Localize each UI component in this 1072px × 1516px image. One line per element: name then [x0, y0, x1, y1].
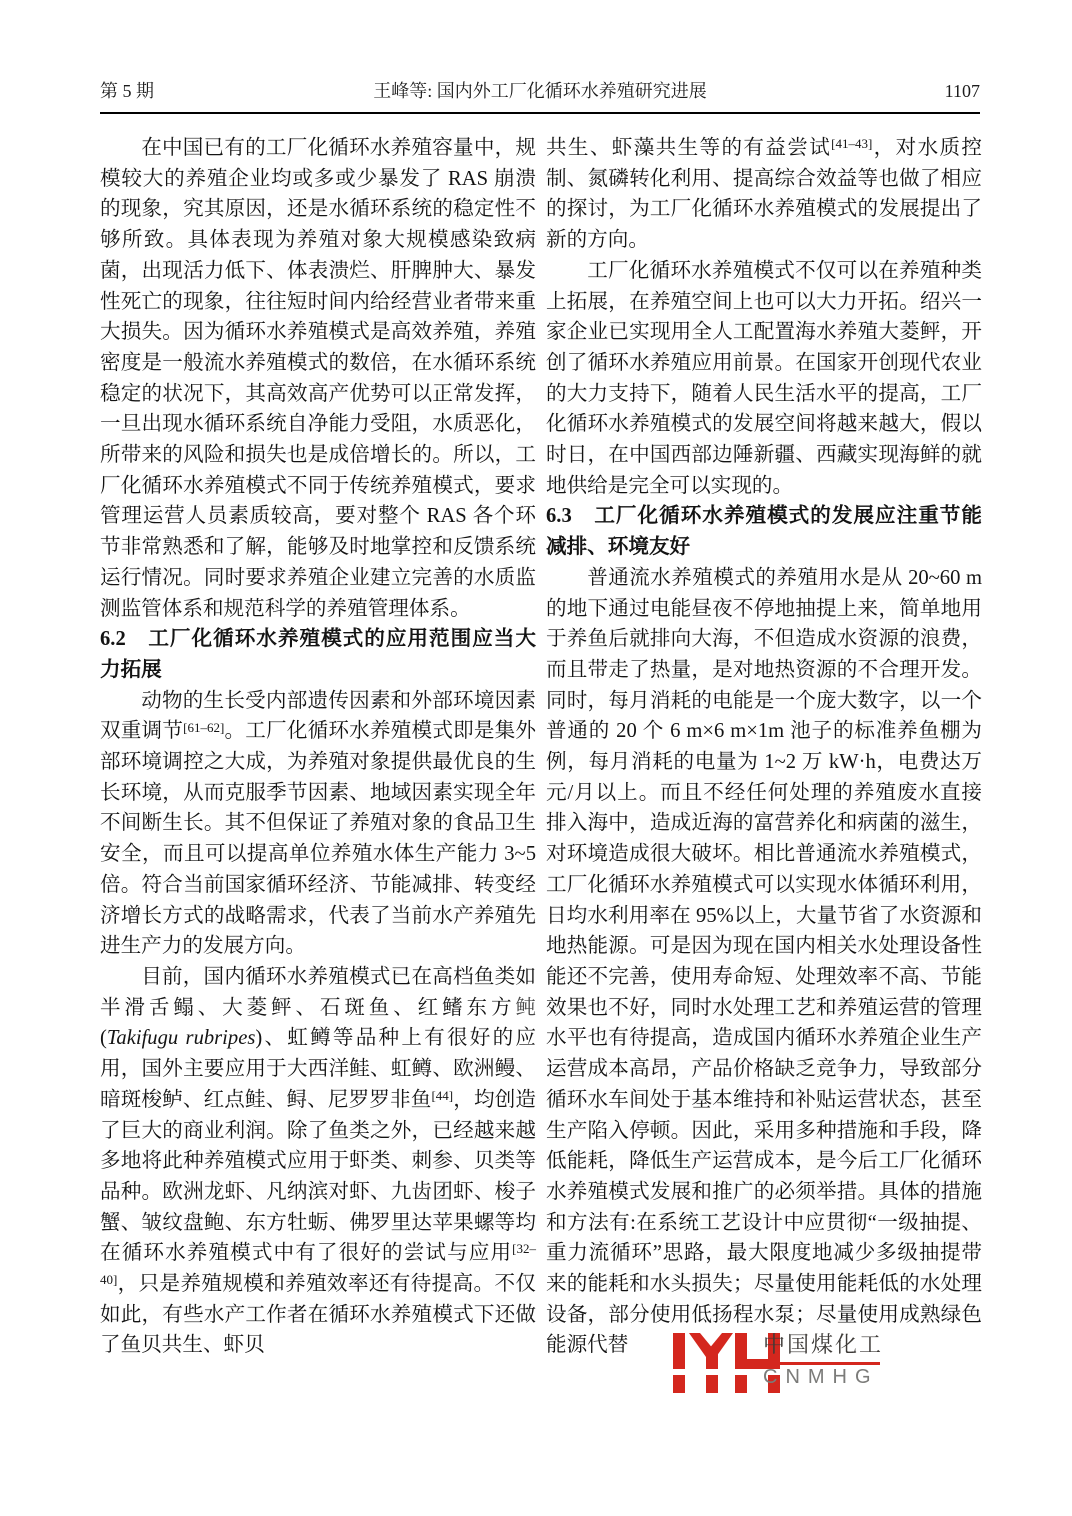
text-segment-italic: Takifugu rubripes — [106, 1027, 256, 1050]
text-segment-rare: 鲀 — [515, 996, 536, 1019]
body-paragraph — [100, 133, 536, 624]
text-segment: ，均创造了巨大的商业利润。除了鱼类之外，已经越来越多地将此种养殖模式应用于虾类、刺参、贝类等品种。欧洲龙虾、凡纳滨对虾、九齿团虾、梭子蟹、皱纹盘鲍、东方牡蛎、佛罗里达苹果螺等均在循环水养殖模式中有了很好的尝试与应用 — [100, 1088, 537, 1265]
text-segment-sup: [41–43] — [831, 136, 873, 152]
text-segment: ( — [100, 1027, 107, 1050]
header-rule — [100, 112, 980, 114]
text-segment-sup: [32–40] — [100, 1241, 536, 1288]
logo-en-text: CNMHG — [763, 1366, 879, 1388]
left-column — [100, 133, 536, 1361]
text-segment: 工厂化循环水养殖模式不仅可以在养殖种类上拓展，在养殖空间上也可以大力开拓。绍兴一家企业已实现用全人工配置海水养殖大菱鲆，开创了循环水养殖应用前景。在国家开创现代农业的大力支持下，随着人民生活水平的提高，工厂化循环水养殖模式的发展空间将越来越大，假以时日，在中国西部边陲新疆、西藏实现海鲜的就地供给是完全可以实现的。 — [546, 259, 982, 497]
text-segment: 普通流水养殖模式的养殖用水是从 20~60 m 的地下通过电能昼夜不停地抽提上来，简单地用于养鱼后就排向大海，不但造成水资源的浪费，而且带走了热量，是对地热资源的不合理开发。同时，每月消耗的电能是一个庞大数字，以一个普通的 20 个 6 m×6 m×1m 池子的标准养鱼棚为例，每月消耗的电量为 1~2 万 kW·h，电费达万元/月以上。而且不经任何处理的养殖废水直接排入海中，造成近海的富营养化和病菌的滋生，对环境造成很大破坏。相比普通流水养殖模式，工厂化循环水养殖模式可以实现水体循环利用，日均水利用率在 95%以上，大量节省了水资源和地热能源。可是因为现在国内相关水处理设备性能还不完善，使用寿命短、处理效率不高、节能效果也不好，同时水处理工艺和养殖运营的管理水平也有待提高，造成国内循环水养殖企业生产运营成本高昂，产品价格缺乏竞争力，导致部分循环水车间处于基本维持和补贴运营状态，甚至生产陷入停顿。因此，采用多种措施和手段，降低能耗，降低生产运营成本，是今后工厂化循环水养殖模式发展和推广的必须举措。具体的措施和方法有:在系统工艺设计中应贯彻“一级抽提、重力流循环”思路，最大限度地减少多级抽提带来的能耗和水头损失；尽量使用能耗低的水处理设备，部分使用低扬程水泵；尽量使用成熟绿色能源代替 — [546, 566, 982, 1357]
text-segment: 在中国已有的工厂化循环水养殖容量中，规模较大的养殖企业均或多或少暴发了 RAS 崩溃的现象，究其原因，还是水循环系统的稳定性不够所致。具体表现为养殖对象大规模感染致病菌，出现活力低下、体表溃烂、肝脾肿大、暴发性死亡的现象，往往短时间内给经营业者带来重大损失。因为循环水养殖模式是高效养殖，养殖密度是一般流水养殖模式的数倍，在水循环系统稳定的状况下，其高效高产优势可以正常发挥，一旦出现水循环系统自净能力受阻，水质恶化，所带来的风险和损失也是成倍增长的。所以，工厂化循环水养殖模式不同于传统养殖模式，要求管理运营人员素质较高，要对整个 RAS 各个环节非常熟悉和了解，能够及时地掌控和反馈系统运行情况。同时要求养殖企业建立完善的水质监测监管体系和规范科学的养殖管理体系。 — [100, 137, 536, 620]
text-segment: ，对水质控制、氮磷转化利用、提高综合效益等也做了相应的探讨，为工厂化循环水养殖模式的发展提出了新的方向。 — [546, 137, 983, 252]
body-paragraph — [100, 962, 536, 1361]
right-column — [546, 133, 982, 1361]
body-paragraph — [546, 256, 982, 502]
cnmhg-watermark — [663, 1331, 923, 1401]
issue-label: 第 5 期 — [100, 81, 154, 101]
section-heading — [546, 501, 982, 562]
text-segment: 。工厂化循环水养殖模式即是集外部环境调控之大成，为养殖对象提供最优良的生长环境，从而克服季节因素、地域因素实现全年不间断生长。其不但保证了养殖对象的食品卫生安全，而且可以提高单位养殖水体生产能力 3~5 倍。符合当前国家循环经济、节能减排、转变经济增长方式的战略需求，代表了当前水产养殖先进生产力的发展方向。 — [100, 720, 537, 958]
text-segment: 6.3 工厂化循环水养殖模式的发展应注重节能减排、环境友好 — [546, 505, 982, 559]
logo-cn-text: 中国煤化工 — [763, 1332, 884, 1357]
running-header — [100, 79, 980, 105]
text-segment: 共生、虾藻共生等的有益尝试 — [546, 137, 832, 159]
section-heading — [100, 624, 536, 685]
text-segment: 目前，国内循环水养殖模式已在高档鱼类如半滑舌鳎、大菱鲆、石斑鱼、红鳍东方 — [100, 965, 536, 1019]
text-segment: )、虹鳟等品种上有很好的应用，国外主要应用于大西洋鲑、虹鳟、欧洲鳗、暗斑梭鲈、红点鲑、鲟、尼罗罗非鱼 — [100, 1027, 536, 1111]
text-segment: 动物的生长受内部遗传因素和外部环境因素双重调节 — [100, 689, 536, 743]
text-segment: ，只是养殖规模和养殖效率还有待提高。不仅如此，有些水产工作者在循环水养殖模式下还做了鱼贝共生、虾贝 — [100, 1273, 536, 1357]
body-paragraph — [546, 563, 982, 1361]
text-segment-sup: [61–62] — [183, 719, 225, 735]
page-number: 1107 — [944, 81, 980, 101]
running-title: 王峰等: 国内外工厂化循环水养殖研究进展 — [373, 81, 707, 101]
body-paragraph — [546, 133, 982, 256]
text-segment: 6.2 工厂化循环水养殖模式的应用范围应当大力拓展 — [100, 628, 536, 681]
text-segment-sup: [44] — [431, 1087, 454, 1103]
body-paragraph — [100, 686, 536, 962]
